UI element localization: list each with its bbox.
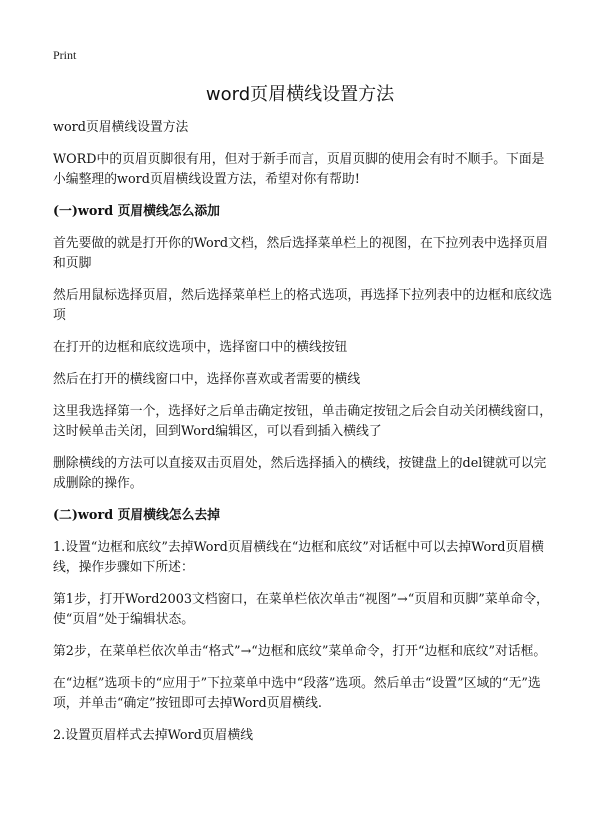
section-1-paragraph: 首先要做的就是打开你的Word文档，然后选择菜单栏上的视图，在下拉列表中选择页眉和页脚 <box>53 236 548 271</box>
section-2-paragraph: 第2步，在菜单栏依次单击“格式”→“边框和底纹”菜单命令，打开“边框和底纹”对话框。 <box>53 644 547 659</box>
print-link[interactable]: Print <box>53 48 77 62</box>
document-title: word页眉横线设置方法 <box>205 84 395 105</box>
section-2-paragraph: 第1步，打开Word2003文档窗口，在菜单栏依次单击“视图”→“页眉和页脚”菜单命令，使“页眉”处于编辑状态。 <box>53 592 549 627</box>
section-2-paragraph: 1.设置“边框和底纹”去掉Word页眉横线在“边框和底纹”对话框中可以去掉Word页眉横线，操作步骤如下所述： <box>53 540 544 575</box>
section-2-paragraph: 在“边框”选项卡的“应用于”下拉菜单中选中“段落”选项。然后单击“设置”区域的“无”选项，并单击“确定”按钮即可去掉Word页眉横线. <box>53 676 541 711</box>
document-subtitle: word页眉横线设置方法 <box>53 120 189 135</box>
section-1-paragraph: 这里我选择第一个，选择好之后单击确定按钮，单击确定按钮之后会自动关闭横线窗口，这时候单击关闭，回到Word编辑区，可以看到插入横线了 <box>53 404 553 439</box>
section-2-heading: (二)word 页眉横线怎么去掉 <box>53 508 220 523</box>
section-1-paragraph: 删除横线的方法可以直接双击页眉处，然后选择插入的横线，按键盘上的del键就可以完成删除的操作。 <box>53 456 547 491</box>
section-2-paragraph: 2.设置页眉样式去掉Word页眉横线 <box>53 728 254 743</box>
intro-paragraph: WORD中的页眉页脚很有用，但对于新手而言，页眉页脚的使用会有时不顺手。下面是小编整理的word页眉横线设置方法，希望对你有帮助! <box>53 152 545 187</box>
section-1-heading: (一)word 页眉横线怎么添加 <box>53 204 220 219</box>
section-1-paragraph: 然后在打开的横线窗口中，选择你喜欢或者需要的横线 <box>53 372 361 387</box>
section-1-paragraph: 然后用鼠标选择页眉，然后选择菜单栏上的格式选项，再选择下拉列表中的边框和底纹选项 <box>53 288 553 323</box>
document-body <box>53 118 553 758</box>
section-1-paragraph: 在打开的边框和底纹选项中，选择窗口中的横线按钮 <box>53 340 348 355</box>
